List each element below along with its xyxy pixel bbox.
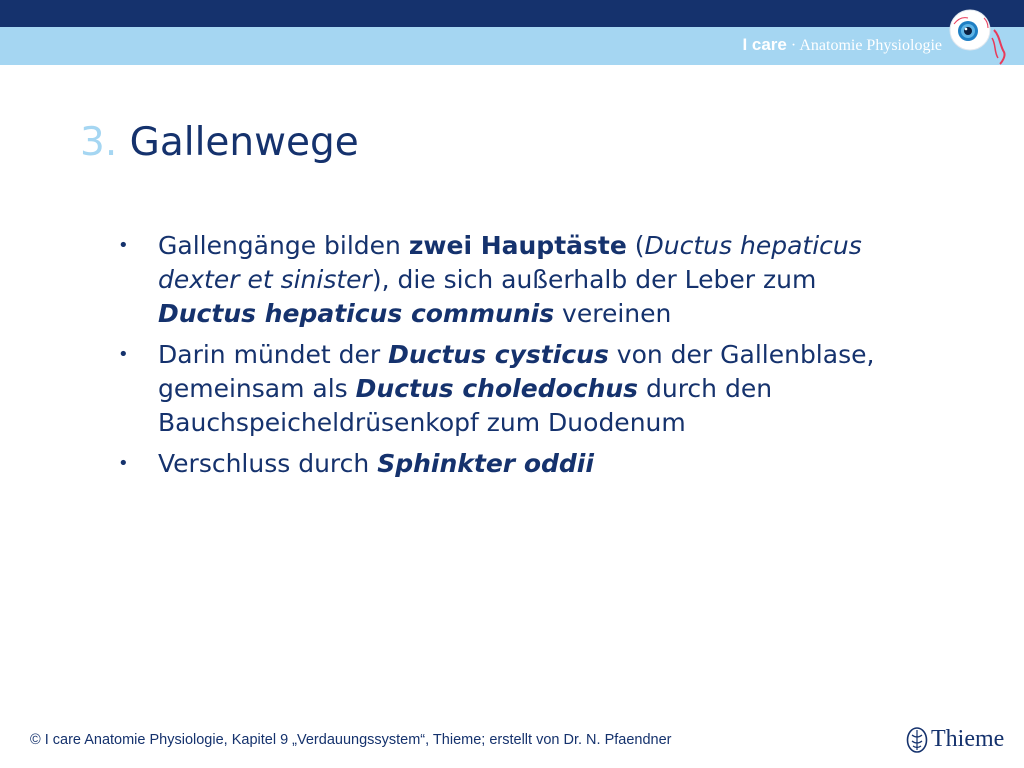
top-bar	[0, 0, 1024, 27]
thieme-logo	[906, 726, 1004, 753]
bullet-italic-text: Ductus hepaticus dexter et sinister	[158, 231, 862, 294]
bullet-bold-italic-text: Ductus choledochus	[355, 374, 639, 403]
bullet-text: durch den Bauchspeicheldrüsenkopf zum Duodenum	[158, 374, 773, 437]
bullet-text: von der Gallenblase, gemeinsam als	[158, 340, 875, 403]
bullet-marker: •	[118, 453, 129, 474]
bullet-text: ), die sich außerhalb der Leber zum	[371, 265, 817, 294]
bullet-text: Darin mündet der	[158, 340, 389, 369]
bullet-bold-italic-text: Ductus cysticus	[388, 340, 609, 369]
footer-copyright: © I care Anatomie Physiologie, Kapitel 9 „Verdauungssystem“, Thieme; erstellt von Dr. N. Pfaendner	[30, 732, 672, 748]
bullet-text: Verschluss durch	[158, 449, 378, 478]
thieme-logo-icon	[906, 727, 928, 753]
bullet-item	[118, 447, 918, 481]
title-number: 3.	[80, 120, 118, 165]
bullet-item	[118, 229, 918, 331]
bullet-bold-italic-text: Ductus hepaticus communis	[158, 299, 555, 328]
bullet-list	[118, 229, 918, 488]
bullet-text: Gallengänge bilden	[158, 231, 409, 260]
bullet-bold-text: zwei Hauptäste	[408, 231, 627, 260]
publisher-name: Thieme	[931, 726, 1005, 752]
slide-title	[80, 120, 359, 165]
brand-label	[742, 35, 942, 55]
bullet-bold-italic-text: Sphinkter oddii	[377, 449, 594, 478]
brand-subtitle: · Anatomie Physiologie	[786, 37, 942, 54]
title-text: Gallenwege	[129, 120, 359, 165]
bullet-text: (	[626, 231, 645, 260]
brand-name: I care	[742, 35, 787, 54]
bullet-text: vereinen	[554, 299, 672, 328]
eye-logo-icon	[948, 6, 1014, 68]
bullet-marker: •	[118, 235, 129, 256]
bullet-marker: •	[118, 344, 129, 365]
bullet-item	[118, 338, 918, 440]
